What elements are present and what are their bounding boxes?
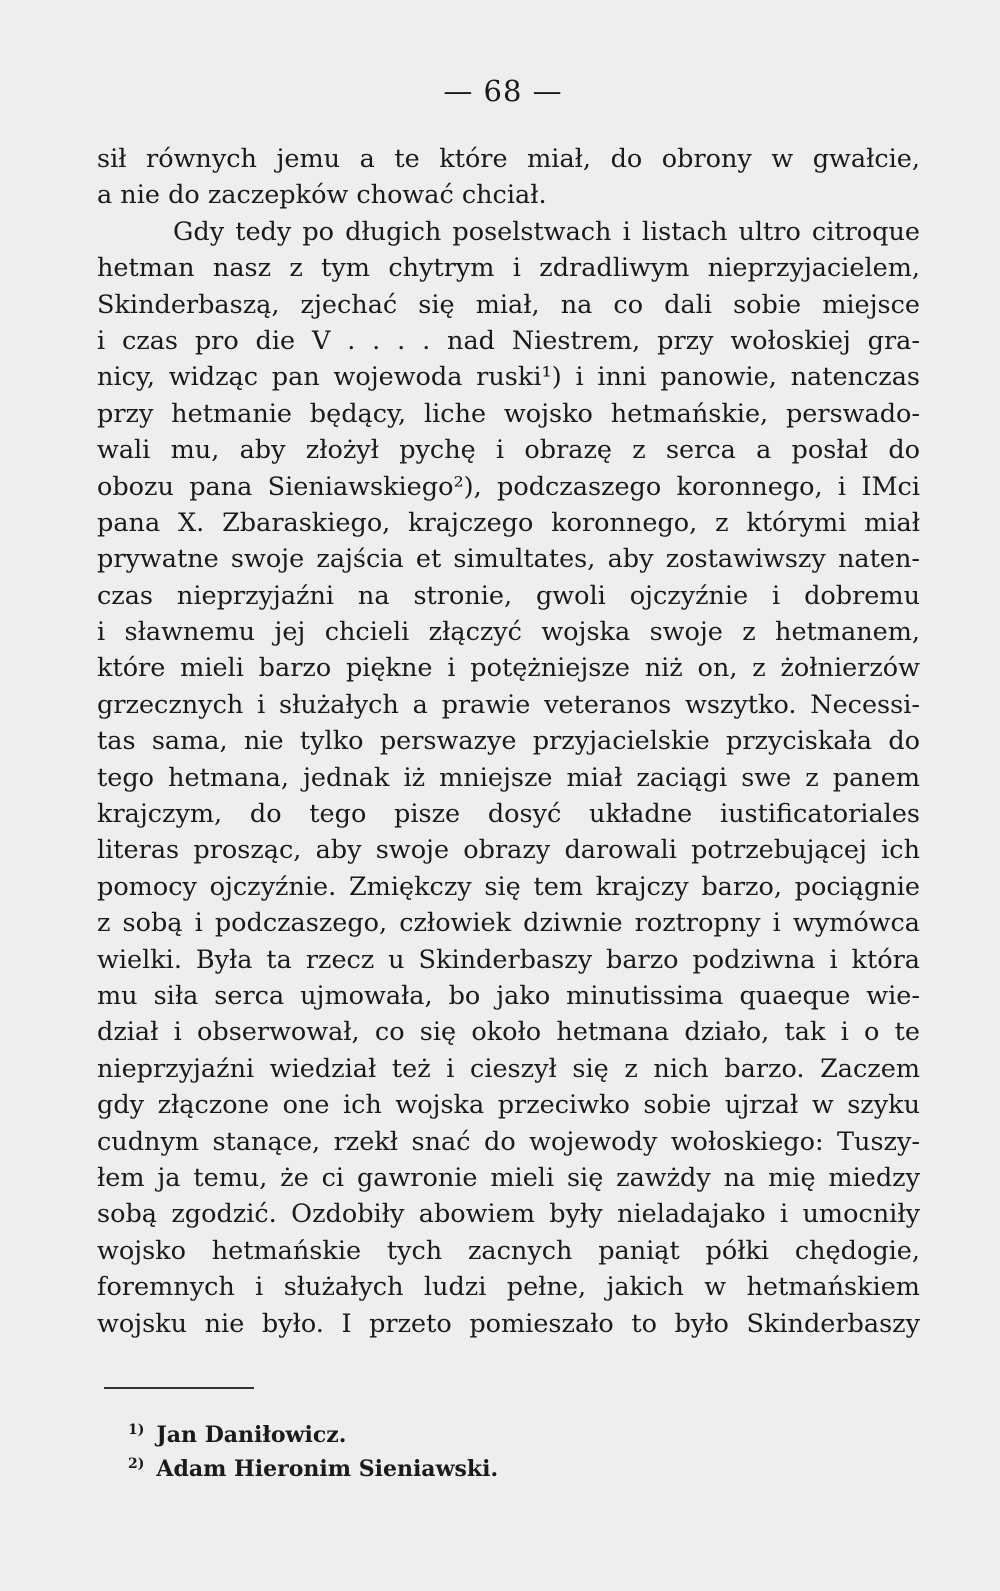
footnote-text: Jan Daniłowicz. [156,1422,347,1448]
text-line: nicy, widząc pan wojewoda ruski¹) i inni panowie, natenczas [97,362,920,393]
footnote-text: Adam Hieronim Sieniawski. [156,1456,499,1482]
text-line: nieprzyjaźni wiedział też i cieszył się z nich barzo. Zaczem [97,1053,920,1084]
text-line: które mieli barzo piękne i potężniejsze niż on, z żołnierzów [97,653,920,684]
text-line: wojsku nie było. I przeto pomieszało to było Skinderbaszy [97,1308,920,1339]
footnote-mark: 2) [128,1456,145,1472]
footnotes [128,1413,728,1481]
text-line: sobą zgodzić. Ozdobiły abowiem były nieladajako i umocniły [97,1199,920,1230]
text-line: tas sama, nie tylko perswazye przyjacielskie przyciskała do [97,726,920,757]
text-line: i czas pro die V . . . . nad Niestrem, przy wołoskiej gra- [97,325,920,356]
footnote-divider [104,1387,254,1389]
text-line: łem ja temu, że ci gawronie mieli się zawżdy na mię miedzy [97,1162,920,1193]
text-line: cudnym stanące, rzekł snać do wojewody wołoskiego: Tuszy- [97,1126,920,1157]
text-line: Skinderbaszą, zjechać się miał, na co dali sobie miejsce [97,289,920,320]
footnote [128,1447,728,1481]
text-line: hetman nasz z tym chytrym i zdradliwym nieprzyjacielem, [97,253,920,284]
text-line: grzecznych i służałych a prawie veteranos wszytko. Necessi- [97,689,920,720]
text-line: pomocy ojczyźnie. Zmiękczy się tem krajczy barzo, pociągnie [97,871,920,902]
text-line: wali mu, aby złożył pychę i obrazę z serca a posłał do [97,435,920,466]
text-line: pana X. Zbaraskiego, krajczego koronnego, z którymi miał [97,507,920,538]
text-line: wojsko hetmańskie tych zacnych paniąt półki chędogie, [97,1235,920,1266]
text-line: foremnych i służałych ludzi pełne, jakich w hetmańskiem [97,1272,920,1303]
text-line: mu siła serca ujmowała, bo jako minutissima quaeque wie- [97,980,920,1011]
body-text [97,141,920,1342]
text-line: tego hetmana, jednak iż mniejsze miał zaciągi swe z panem [97,762,920,793]
page-number: — 68 — [443,74,563,108]
text-line: z sobą i podczaszego, człowiek dziwnie roztropny i wymówca [97,908,920,939]
text-line: gdy złączone one ich wojska przeciwko sobie ujrzał w szyku [97,1090,920,1121]
text-line: przy hetmanie będący, liche wojsko hetmańskie, perswado- [97,398,920,429]
text-line: Gdy tedy po długich poselstwach i listach ultro citroque [173,216,920,247]
text-line: obozu pana Sieniawskiego²), podczaszego koronnego, i IMci [97,471,920,502]
text-line: sił równych jemu a te które miał, do obrony w gwałcie, [97,144,920,174]
text-line: wielki. Była ta rzecz u Skinderbaszy barzo podziwna i która [97,944,920,975]
text-line: prywatne swoje zajścia et simultates, aby zostawiwszy naten- [97,544,920,575]
text-line: krajczym, do tego pisze dosyć układne iustificatoriales [97,799,920,830]
text-line: dział i obserwował, co się około hetmana działo, tak i o te [97,1017,920,1048]
footnote-mark: 1) [128,1422,145,1438]
footnote [128,1413,728,1447]
text-line: i sławnemu jej chcieli złączyć wojska swoje z hetmanem, [97,617,920,648]
text-line: czas nieprzyjaźni na stronie, gwoli ojczyźnie i dobremu [97,580,920,611]
text-line: a nie do zaczepków chować chciał. [97,180,547,211]
text-line: literas prosząc, aby swoje obrazy darowali potrzebującej ich [97,835,920,866]
